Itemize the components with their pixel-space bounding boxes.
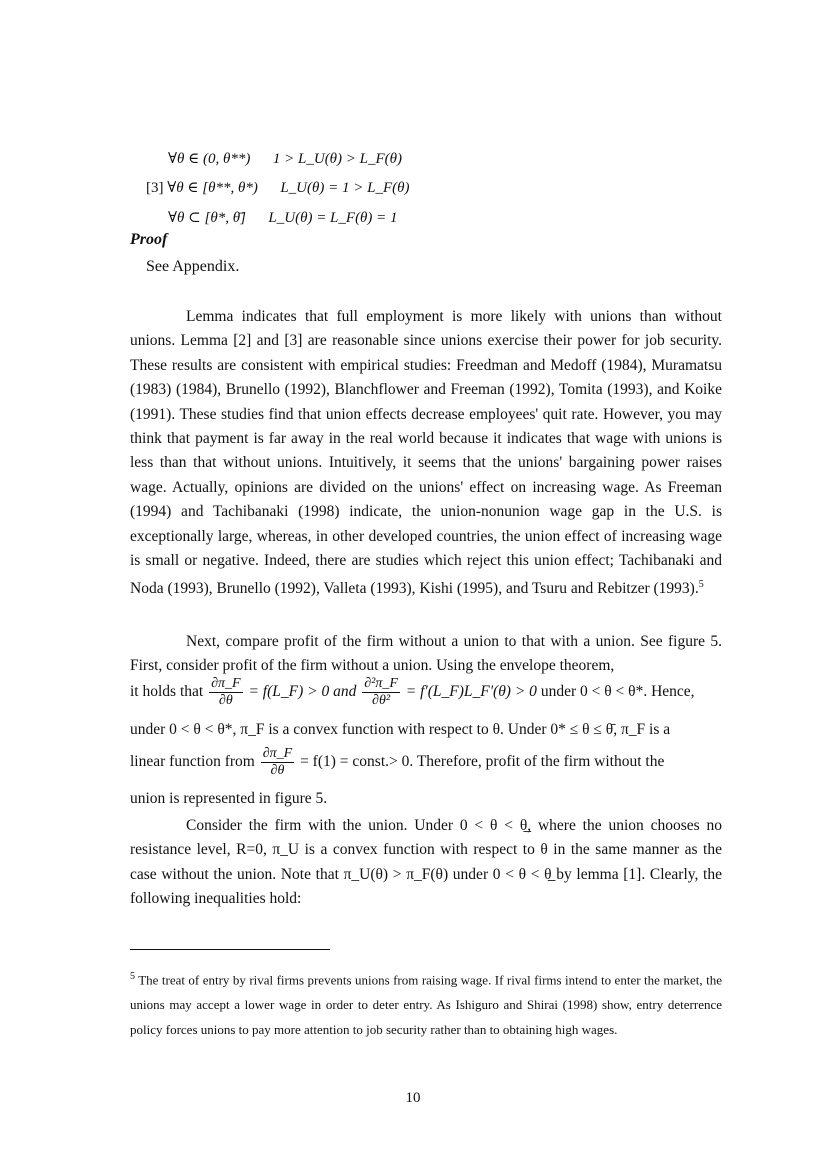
- fraction-dpi-dtheta-linear: [261, 746, 294, 779]
- equation-relation: L_U(θ) = L_F(θ) = 1: [268, 210, 398, 226]
- page-number: 10: [405, 1090, 421, 1106]
- footnote-text: The treat of entry by rival firms prevents unions from raising wage. If rival firms intend to enter the market, the unions may accept a lower wage in order to deter entry. As Ishiguro and Shirai (1998) show, entry deterrence policy forces unions to pay more attention to job security rather than to obtaining high wages.: [130, 972, 722, 1038]
- paragraph-text: Lemma indicates that full employment is more likely with unions than without unions. Lemma [2] and [3] are reasonable since unions exercise their power for job security. These results are consistent with empirical studies: Freedman and Medoff (1984), Muramatsu (1983) (1984), Brunello (1992), Blanchflower and Freeman (1992), Tomita (1993), and Koike (1991). These studies find that union effects decrease employees' quit rate. However, you may think that payment is far away in the real world because it indicates that wage with unions is less than that without unions. Intuitively, it seems that the unions' bargaining power raises wage. Actually, opinions are divided on the unions' effect on increasing wage. As Freeman (1994) and Tachibanaki (1998) indicate, the union-nonunion wage gap in the U.S. is exceptionally large, whereas, in other developed countries, the union effect of increasing wage is small or negative. Indeed, there are studies which reject this union effect; Tachibanaki and Noda (1993), Brunello (1992), Valleta (1993), Kishi (1995), and Tsuru and Rebitzer (1993).: [130, 308, 722, 598]
- footnote: [130, 964, 722, 1042]
- paragraph-text: Consider the firm with the union. Under 0 < θ < θ̲, where the union chooses no resistance level, R=0, π_U is a convex function with respect to θ in the same manner as the case without the union. Note that π_U(θ) > π_F(θ) under 0 < θ < θ̲ by lemma [1]. Clearly, the following inequalities hold:: [130, 817, 722, 908]
- text-fragment: and: [333, 683, 357, 701]
- footnote-separator: [130, 949, 330, 950]
- equation-row-2: [146, 178, 409, 197]
- paragraph-text: union is represented in figure 5.: [130, 790, 328, 807]
- math-expression: = f(L_F) > 0: [248, 683, 330, 701]
- fraction-numerator: ∂²π_F: [364, 676, 398, 691]
- text-fragment: under: [540, 683, 577, 701]
- fraction-dpi-dtheta: [209, 676, 242, 709]
- math-line-envelope: [130, 676, 722, 709]
- equation-row-1: [168, 149, 402, 168]
- equation-relation: 1 > L_U(θ) > L_F(θ): [272, 151, 403, 167]
- math-expression: = f(1) = const.> 0. Therefore, profit of the firm without the: [300, 753, 665, 771]
- fraction-denominator: ∂θ: [270, 763, 285, 778]
- fraction-numerator: ∂π_F: [211, 676, 241, 691]
- fraction-denominator: ∂θ: [218, 693, 233, 708]
- math-expression: = f'(L_F)L_F'(θ) > 0: [405, 683, 537, 701]
- equation-domain: ∀θ ∈ [θ**, θ*): [167, 180, 258, 196]
- equation-row-3: [168, 208, 398, 227]
- text-fragment: it holds that: [130, 683, 204, 701]
- fraction-denominator: ∂θ²: [372, 693, 391, 708]
- equation-domain: ∀θ ⊂ [θ*, θ̄]: [168, 210, 246, 226]
- math-expression: 0 < θ < θ*. Hence,: [579, 683, 695, 701]
- fraction-d2pi-dtheta2: [362, 676, 400, 709]
- math-line-convex: [130, 721, 722, 739]
- math-line-linear: [130, 746, 722, 779]
- proof-heading: Proof: [130, 231, 168, 248]
- math-line-figure-ref: [130, 790, 722, 808]
- footnote-mark: 5: [130, 971, 135, 982]
- fraction-numerator: ∂π_F: [262, 746, 293, 761]
- proof-body: See Appendix.: [146, 258, 240, 275]
- equation-label: [3]: [146, 180, 164, 196]
- footnote-reference: 5: [698, 579, 704, 591]
- text-fragment: linear function from: [130, 753, 255, 771]
- equation-domain: ∀θ ∈ (0, θ**): [168, 151, 251, 167]
- paragraph-text: Next, compare profit of the firm without a union to that with a union. See figure 5. First, consider profit of the firm without a union. Using the envelope theorem,: [130, 633, 722, 675]
- paragraph-lemma-discussion: [130, 305, 722, 602]
- paragraph-profit-intro: [130, 630, 722, 679]
- paragraph-text: under 0 < θ < θ*, π_F is a convex function with respect to θ. Under 0* ≤ θ ≤ θ̄, π_F is a: [130, 721, 671, 738]
- equation-relation: L_U(θ) = 1 > L_F(θ): [280, 180, 410, 196]
- paragraph-firm-with-union: [130, 814, 722, 912]
